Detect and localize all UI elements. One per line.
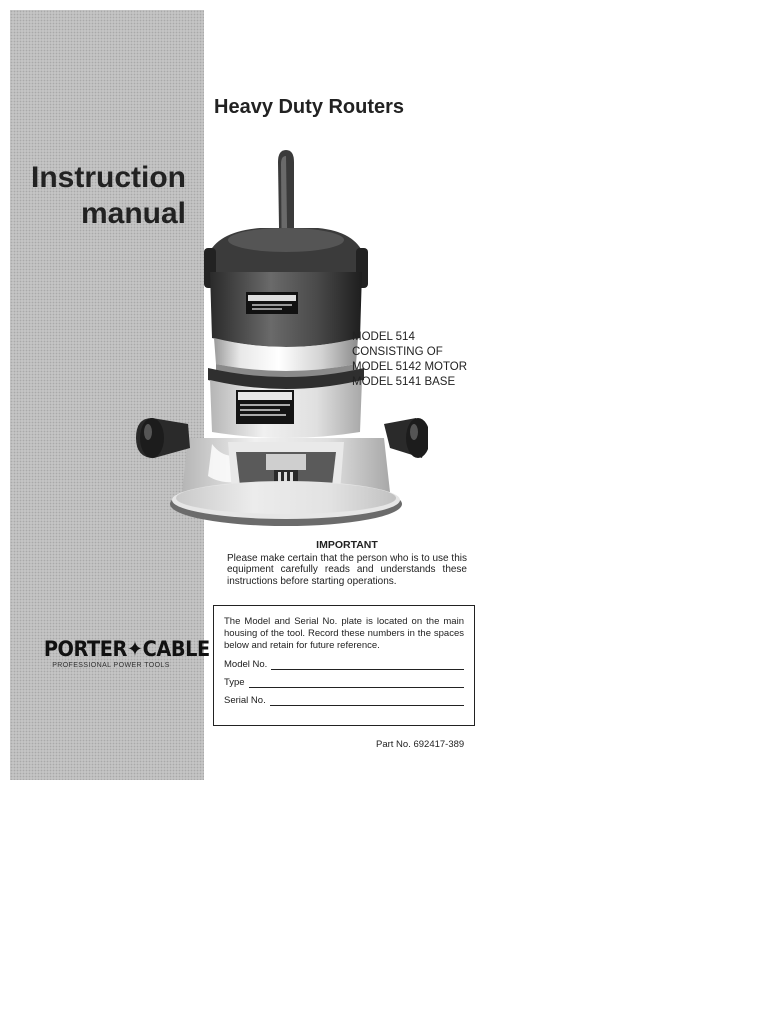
model-no-label: Model No. — [224, 659, 268, 670]
brand-tagline: PROFESSIONAL POWER TOOLS — [52, 662, 170, 669]
manual-cover — [10, 10, 490, 780]
serial-no-field — [224, 695, 464, 706]
type-label: Type — [224, 677, 245, 688]
model-line-3: MODEL 5142 MOTOR — [352, 361, 468, 373]
manual-title-line2: manual — [80, 197, 186, 230]
type-field — [224, 677, 464, 688]
type-line — [249, 678, 464, 688]
serial-plate-box — [213, 605, 475, 726]
model-no-field — [224, 659, 464, 670]
serial-no-line — [270, 696, 464, 706]
model-line-1: MODEL 514 — [352, 331, 415, 343]
serial-no-label: Serial No. — [224, 695, 266, 706]
model-no-line — [271, 660, 464, 670]
model-info — [352, 330, 467, 390]
model-line-4: MODEL 5141 BASE — [352, 376, 456, 388]
important-text: Please make certain that the person who is to use this equipment carefully reads and understands these instructions before starting operations. — [227, 552, 467, 587]
brand-logo — [38, 637, 210, 669]
model-line-2: CONSISTING OF — [352, 346, 443, 358]
important-heading: IMPORTANT — [316, 539, 378, 551]
manual-title-line1: Instruction — [31, 161, 186, 194]
plate-instructions: The Model and Serial No. plate is located on the main housing of the tool. Record these numbers in the spaces below and retain for future reference. — [224, 616, 464, 651]
product-title: Heavy Duty Routers — [214, 96, 405, 118]
important-notice — [227, 540, 467, 587]
brand-name: PORTER✦CABLE — [43, 637, 210, 661]
part-number: Part No. 692417-389 — [376, 739, 465, 750]
